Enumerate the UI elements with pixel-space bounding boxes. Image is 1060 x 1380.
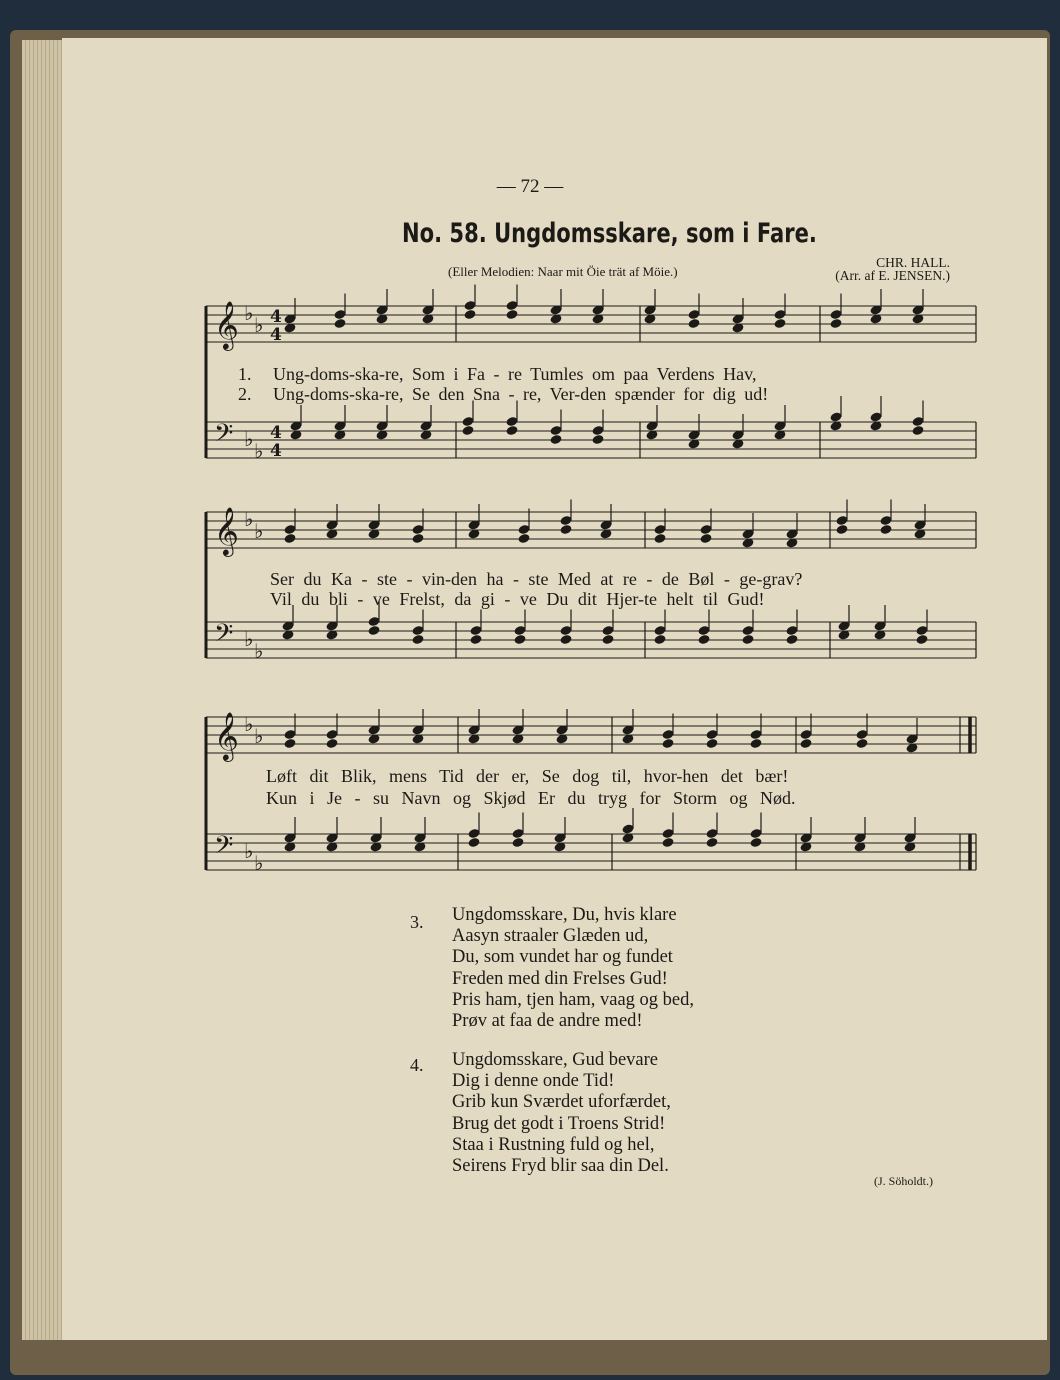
flat-icon: ♭ (254, 439, 264, 463)
note-head (283, 738, 296, 749)
flat-icon: ♭ (254, 519, 264, 543)
note-head (653, 634, 666, 645)
note-head (549, 434, 562, 445)
time-signature: 4 (270, 423, 282, 443)
note-head (505, 309, 518, 320)
hymn-title: No. 58. Ungdomsskare, som i Fare. (402, 218, 817, 249)
note-head (915, 634, 928, 645)
note-head (705, 837, 718, 848)
stanza-line: Pris ham, tjen ham, vaag og bed, (452, 989, 694, 1010)
note-head (653, 533, 666, 544)
flat-icon: ♭ (254, 724, 264, 748)
stanza-line: Seirens Fryd blir saa din Del. (452, 1156, 669, 1177)
note-head (511, 837, 524, 848)
flat-icon: ♭ (244, 839, 254, 863)
flat-icon: ♭ (254, 639, 264, 663)
stanza-line: Brug det godt i Troens Strid! (452, 1113, 666, 1134)
note-head (283, 533, 296, 544)
note-head (517, 533, 530, 544)
note-head (911, 425, 924, 436)
stanza-line: Ungdomsskare, Du, hvis klare (452, 905, 677, 925)
note-head (601, 634, 614, 645)
stanza-4 (452, 1050, 671, 1177)
note-head (829, 318, 842, 329)
bass-clef-icon: 𝄢 (214, 619, 234, 654)
arranger-name: (Arr. af E. JENSEN.) (835, 268, 950, 283)
time-signature: 4 (270, 441, 282, 461)
lyric-line: Kun i Je - su Navn og Skjød Er du tryg for Storm og Nød. (266, 788, 796, 808)
page-number: — 72 — (496, 176, 564, 197)
note-head (799, 738, 812, 749)
note-head (661, 837, 674, 848)
lyric-line: Ung-doms-ska-re, Se den Sna - re, Ver-den spænder for dig ud! (273, 384, 769, 404)
melody-note: (Eller Melodien: Naar mit Öie trät af Möie.) (448, 264, 678, 279)
note-head (697, 634, 710, 645)
note-head (469, 634, 482, 645)
flat-icon: ♭ (254, 851, 264, 875)
note-head (749, 837, 762, 848)
note-head (559, 524, 572, 535)
note-head (741, 634, 754, 645)
stanza-line: Dig i denne onde Tid! (452, 1071, 615, 1092)
note-head (461, 425, 474, 436)
note-head (661, 738, 674, 749)
lyric-line: Løft dit Blik, mens Tid der er, Se dog til, hvor-hen det bær! (266, 766, 789, 786)
lyric-line: Ung-doms-ska-re, Som i Fa - re Tumles om paa Verdens Hav, (273, 364, 757, 384)
note-head (773, 318, 786, 329)
composer-name: CHR. HALL. (876, 255, 950, 270)
lyric-line: Vil du bli - ve Frelst, da gi - ve Du dit Hjer-te helt til Gud! (270, 589, 765, 609)
stanza-number: 3. (410, 912, 424, 932)
flat-icon: ♭ (244, 427, 254, 451)
bass-clef-icon: 𝄢 (214, 831, 234, 866)
note-head (879, 524, 892, 535)
note-head (699, 533, 712, 544)
flat-icon: ♭ (254, 313, 264, 337)
stanza-line: Aasyn straaler Glæden ud, (452, 926, 649, 947)
verse-number: 1. (238, 364, 252, 384)
note-head (505, 425, 518, 436)
time-signature: 4 (270, 325, 282, 345)
note-head (835, 524, 848, 535)
time-signature: 4 (270, 307, 282, 327)
lyric-line: Ser du Ka - ste - vin-den ha - ste Med at re - de Bøl - ge-grav? (270, 569, 803, 589)
stanza-line: Prøv at faa de andre med! (452, 1011, 643, 1032)
note-head (705, 738, 718, 749)
note-head (463, 309, 476, 320)
stanza-line: Freden med din Frelses Gud! (452, 968, 668, 989)
note-head (411, 533, 424, 544)
flat-icon: ♭ (244, 712, 254, 736)
treble-clef-icon: 𝄞 (214, 711, 239, 760)
stanza-line: Staa i Rustning fuld og hel, (452, 1134, 655, 1155)
note-head (325, 738, 338, 749)
note-head (333, 318, 346, 329)
stanza-number: 4. (410, 1055, 424, 1075)
note-head (513, 634, 526, 645)
note-head (591, 434, 604, 445)
note-head (467, 837, 480, 848)
text-author: (J. Söholdt.) (874, 1174, 934, 1188)
note-head (559, 634, 572, 645)
note-head (855, 738, 868, 749)
stanza-line: Grib kun Sværdet uforfærdet, (452, 1092, 671, 1113)
note-head (367, 625, 380, 636)
bass-clef-icon: 𝄢 (214, 419, 234, 454)
stanza-line: Du, som vundet har og fundet (452, 947, 673, 968)
stanza-3 (452, 905, 694, 1032)
note-head (785, 634, 798, 645)
treble-clef-icon: 𝄞 (214, 300, 239, 349)
note-head (411, 634, 424, 645)
flat-icon: ♭ (244, 627, 254, 651)
stanza-line: Ungdomsskare, Gud bevare (452, 1050, 659, 1070)
flat-icon: ♭ (244, 301, 254, 325)
flat-icon: ♭ (244, 507, 254, 531)
treble-clef-icon: 𝄞 (214, 506, 239, 555)
note-head (749, 738, 762, 749)
note-head (687, 318, 700, 329)
verse-number: 2. (238, 384, 252, 404)
